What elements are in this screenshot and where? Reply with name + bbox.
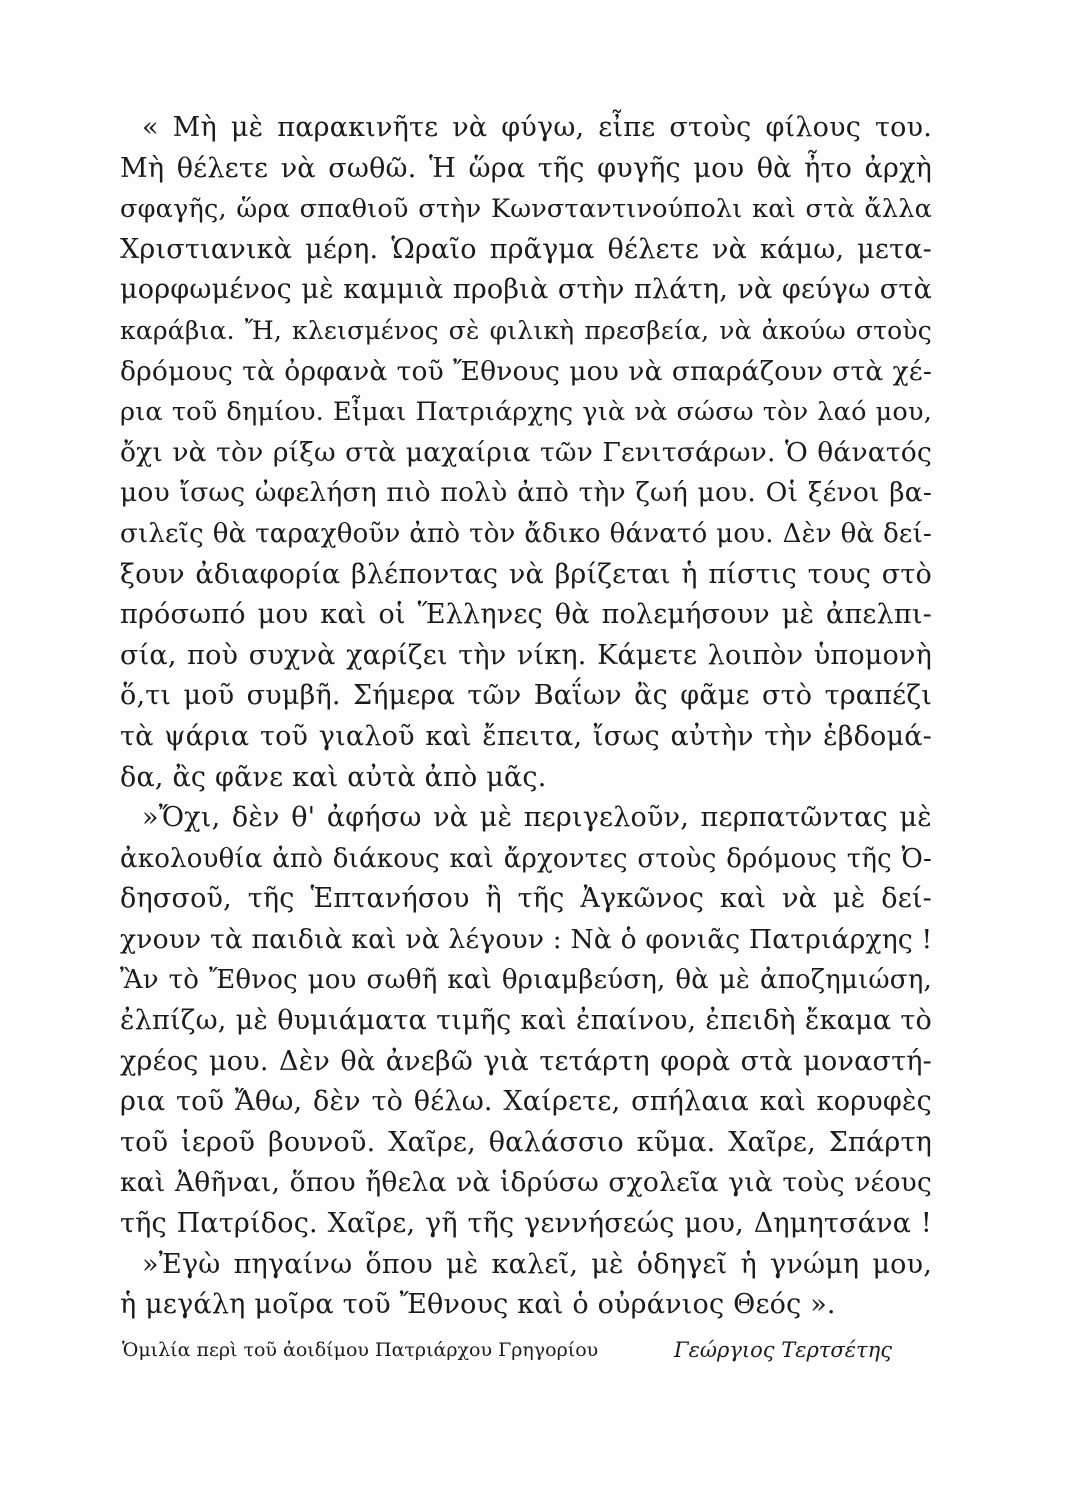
- text-line-03: σφαγῆς, ὥρα σπαθιοῦ στὴν Κωνσταντινούπολι καὶ στὰ ἄλλα: [120, 194, 932, 225]
- source-citation: Ὁμιλία περὶ τοῦ ἀοιδίμου Πατριάρχου Γρηγορίου: [122, 1339, 599, 1361]
- text-line-20: δησσοῦ, τῆς Ἑπτανήσου ἢ τῆς Ἀγκῶνος καὶ νὰ μὲ δεί-: [120, 883, 932, 915]
- text-line-14: σία, ποὺ συχνὰ χαρίζει τὴν νίκη. Κάμετε λοιπὸν ὑπομονὴ: [120, 639, 932, 671]
- text-line-04: Χριστιανικὰ μέρη. Ὡραῖο πρᾶγμα θέλετε νὰ κάμω, μετα-: [120, 233, 932, 265]
- text-line-13: πρόσωπό μου καὶ οἱ Ἕλληνες θὰ πολεμήσουν μὲ ἀπελπι-: [120, 599, 932, 631]
- body-text: [120, 108, 932, 1326]
- text-line-18: »Ὄχι, δὲν θ' ἀφήσω νὰ μὲ περιγελοῦν, περπατῶντας μὲ: [142, 802, 932, 834]
- text-line-19: ἀκολουθία ἀπὸ διάκους καὶ ἄρχοντες στοὺς δρόμους τῆς Ὀ-: [120, 843, 932, 874]
- text-line-25: ρια τοῦ Ἄθω, δὲν τὸ θέλω. Χαίρετε, σπήλαια καὶ κορυφὲς: [120, 1086, 932, 1118]
- text-line-12: ξουν ἀδιαφορία βλέποντας νὰ βρίζεται ἡ πίστις τους στὸ: [120, 558, 932, 590]
- text-line-23: ἐλπίζω, μὲ θυμιάματα τιμῆς καὶ ἐπαίνου, ἐπειδὴ ἔκαμα τὸ: [120, 1005, 932, 1037]
- text-line-16: τὰ ψάρια τοῦ γιαλοῦ καὶ ἔπειτα, ἴσως αὐτὴν τὴν ἑβδομά-: [120, 720, 932, 752]
- author-name: Γεώργιος Τερτσέτης: [674, 1338, 892, 1362]
- text-line-22: Ἂν τὸ Ἔθνος μου σωθῆ καὶ θριαμβεύση, θὰ μὲ ἀποζημιώση,: [120, 965, 932, 996]
- attribution: [122, 1334, 902, 1366]
- text-line-29: »Ἐγὼ πηγαίνω ὅπου μὲ καλεῖ, μὲ ὁδηγεῖ ἡ γνώμη μου,: [142, 1248, 932, 1280]
- text-line-08: ρια τοῦ δημίου. Εἶμαι Πατριάρχης γιὰ νὰ σώσω τὸν λαό μου,: [120, 397, 932, 428]
- text-line-28: τῆς Πατρίδος. Χαῖρε, γῆ τῆς γεννήσεώς μου, Δημητσάνα !: [120, 1208, 932, 1240]
- text-line-27: καὶ Ἀθῆναι, ὅπου ἤθελα νὰ ἱδρύσω σχολεῖα γιὰ τοὺς νέους: [120, 1167, 932, 1199]
- text-line-26: τοῦ ἱεροῦ βουνοῦ. Χαῖρε, θαλάσσιο κῦμα. Χαῖρε, Σπάρτη: [120, 1126, 932, 1158]
- text-line-24: χρέος μου. Δὲν θὰ ἀνεβῶ γιὰ τετάρτη φορὰ στὰ μοναστή-: [120, 1045, 932, 1077]
- text-line-21: χνουν τὰ παιδιὰ καὶ νὰ λέγουν : Νὰ ὁ φονιᾶς Πατριάρχης !: [120, 923, 933, 955]
- text-line-15: ὅ,τι μοῦ συμβῆ. Σήμερα τῶν Βαΐων ἂς φᾶμε στὸ τραπέζι: [120, 680, 932, 712]
- text-line-09: ὄχι νὰ τὸν ρίξω στὰ μαχαίρια τῶν Γενιτσάρων. Ὁ θάνατός: [120, 436, 932, 468]
- text-line-17: δα, ἂς φᾶνε καὶ αὐτὰ ἀπὸ μᾶς.: [120, 761, 547, 793]
- text-line-07: δρόμους τὰ ὀρφανὰ τοῦ Ἔθνους μου νὰ σπαράζουν στὰ χέ-: [120, 355, 932, 387]
- text-line-06: καράβια. Ἤ, κλεισμένος σὲ φιλικὴ πρεσβεία, νὰ ἀκούω στοὺς: [120, 315, 932, 345]
- text-line-10: μου ἴσως ὠφελήση πιὸ πολὺ ἀπὸ τὴν ζωή μου. Οἱ ξένοι βα-: [120, 477, 932, 509]
- text-line-01: « Μὴ μὲ παρακινῆτε νὰ φύγω, εἶπε στοὺς φίλους του.: [142, 112, 932, 143]
- text-line-30: ἡ μεγάλη μοῖρα τοῦ Ἔθνους καὶ ὁ οὐράνιος Θεός ».: [120, 1289, 836, 1321]
- text-line-02: Μὴ θέλετε νὰ σωθῶ. Ἡ ὥρα τῆς φυγῆς μου θὰ ἦτο ἀρχὴ: [120, 152, 932, 184]
- text-line-05: μορφωμένος μὲ καμμιὰ προβιὰ στὴν πλάτη, νὰ φεύγω στὰ: [120, 274, 932, 306]
- text-line-11: σιλεῖς θὰ ταραχθοῦν ἀπὸ τὸν ἄδικο θάνατό μου. Δὲν θὰ δεί-: [120, 518, 932, 549]
